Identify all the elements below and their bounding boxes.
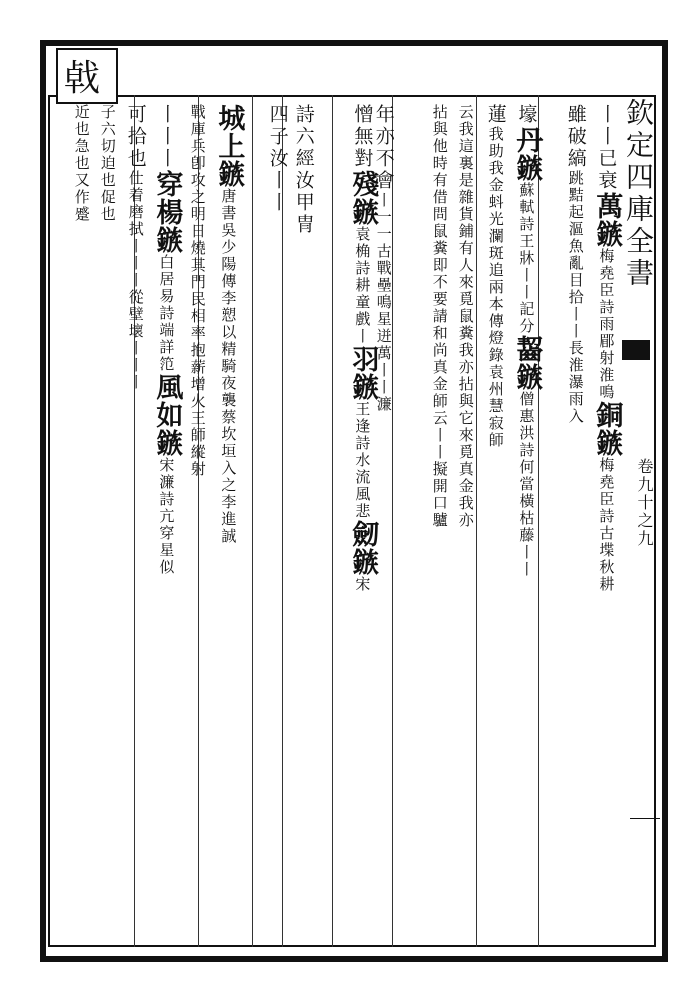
column-rule xyxy=(282,95,283,947)
entry-headword: 鏃 xyxy=(213,160,245,188)
entry-headword: 鏃 xyxy=(591,220,623,248)
fishtail-mark xyxy=(622,340,650,360)
text-segment: 蓮 xyxy=(484,104,507,126)
header-tab-character: 㦸 xyxy=(64,58,101,99)
text-column xyxy=(70,104,93,223)
entry-headword: 鏃 xyxy=(151,226,183,254)
text-column xyxy=(212,104,244,545)
text-segment: 濂 xyxy=(374,396,393,413)
text-segment: 僧惠洪詩何當橫枯藤丨丨 xyxy=(517,391,536,578)
text-segment: 丨一一古戰壘 xyxy=(374,192,393,294)
text-column xyxy=(124,104,147,391)
text-column xyxy=(564,104,587,425)
entry-headword: 鏃 xyxy=(511,363,543,391)
text-segment: 丨丨丨 xyxy=(155,104,178,170)
column-rule xyxy=(252,95,253,947)
entry-headword: 鏃 xyxy=(347,373,379,401)
text-column xyxy=(510,104,542,578)
entry-headword: 羽 xyxy=(347,345,379,373)
entry-headword: 穿楊 xyxy=(151,170,183,226)
text-column xyxy=(292,104,315,236)
text-segment: 梅堯臣詩雨郿射淮鳴 xyxy=(597,248,616,401)
entry-headword: 丹 xyxy=(511,126,543,154)
text-segment: 拈與他時有借問鼠糞即不要請和尚真金師云丨丨擬開口驢 xyxy=(430,104,449,529)
entry-headword: 齧 xyxy=(511,335,543,363)
text-segment: 四子汝丨丨 xyxy=(266,104,289,214)
text-segment: 從壁壞丨丨丨 xyxy=(126,289,145,391)
text-segment: 云我這裏是雜貨鋪有人來覓鼠糞我亦拈與它來覓真金我亦 xyxy=(456,104,475,529)
text-segment: 宋 xyxy=(353,576,372,593)
entry-headword: 鏃 xyxy=(511,154,543,182)
text-segment: 仕着磨拭丨丨丨 xyxy=(126,170,145,289)
text-column xyxy=(428,104,451,529)
text-segment: 丨丨已衰 xyxy=(595,104,618,192)
text-segment: 袁桷詩耕童戲丨 xyxy=(353,226,372,345)
entry-headword: 鏃 xyxy=(347,548,379,576)
entry-headword: 萬 xyxy=(591,192,623,220)
text-segment: 年亦不會 xyxy=(372,104,395,192)
entry-headword: 鏃 xyxy=(347,198,379,226)
text-column xyxy=(186,104,209,478)
book-title: 欽定四庫全書 xyxy=(622,98,655,290)
text-segment: 追兩本傳燈錄袁州慧寂師 xyxy=(486,262,505,449)
text-column xyxy=(372,104,395,413)
text-segment: 蘇軾詩王牀丨丨記分 xyxy=(517,182,536,335)
text-segment: 王逢詩水流風悲 xyxy=(353,401,372,520)
text-segment: 我助我金蚪光瀾斑 xyxy=(486,126,505,262)
entry-headword: 殘 xyxy=(347,170,379,198)
text-segment: 雖破縞 xyxy=(564,104,587,170)
column-rule xyxy=(332,95,333,947)
text-segment: 壕 xyxy=(515,104,538,126)
text-segment: 唐書吳少陽傳李愬以精騎夜襲蔡坎垣入之李進誠 xyxy=(219,188,238,545)
text-column xyxy=(590,104,622,593)
text-column xyxy=(96,104,119,223)
text-segment: 可拾也 xyxy=(124,104,147,170)
text-segment: 鳴星迸萬丨丨 xyxy=(374,294,393,396)
text-segment: 詩六經汝甲冑 xyxy=(292,104,315,236)
text-segment: 宋濂詩亢穿星似 xyxy=(157,457,176,576)
margin-tick xyxy=(630,818,660,819)
entry-headword: 城上 xyxy=(213,104,245,160)
text-column xyxy=(150,104,182,576)
text-segment: 子六切迫也促也 xyxy=(98,104,117,223)
volume-label: 卷九十之九 xyxy=(635,458,654,548)
text-segment: 梅堯臣詩古堞秋耕 xyxy=(597,457,616,593)
text-segment: 拾丨丨長淮瀑雨入 xyxy=(566,289,585,425)
entry-headword: 劒 xyxy=(347,520,379,548)
text-column xyxy=(266,104,289,214)
entry-headword: 鏃 xyxy=(591,429,623,457)
text-segment: 近也急也又作蹙 xyxy=(72,104,91,223)
text-column xyxy=(454,104,477,529)
text-segment: 跳黠起漚魚亂目 xyxy=(566,170,585,289)
entry-headword: 銅 xyxy=(591,401,623,429)
text-segment: 憎無對 xyxy=(351,104,374,170)
text-column xyxy=(484,104,507,449)
text-segment: 戰庫兵卽攻之明日燒其門民相率抱薪增火王師縱射 xyxy=(188,104,207,478)
entry-headword: 鏃 xyxy=(151,429,183,457)
entry-headword: 風如 xyxy=(151,373,183,429)
text-segment: 白居易詩端詳笵 xyxy=(157,254,176,373)
